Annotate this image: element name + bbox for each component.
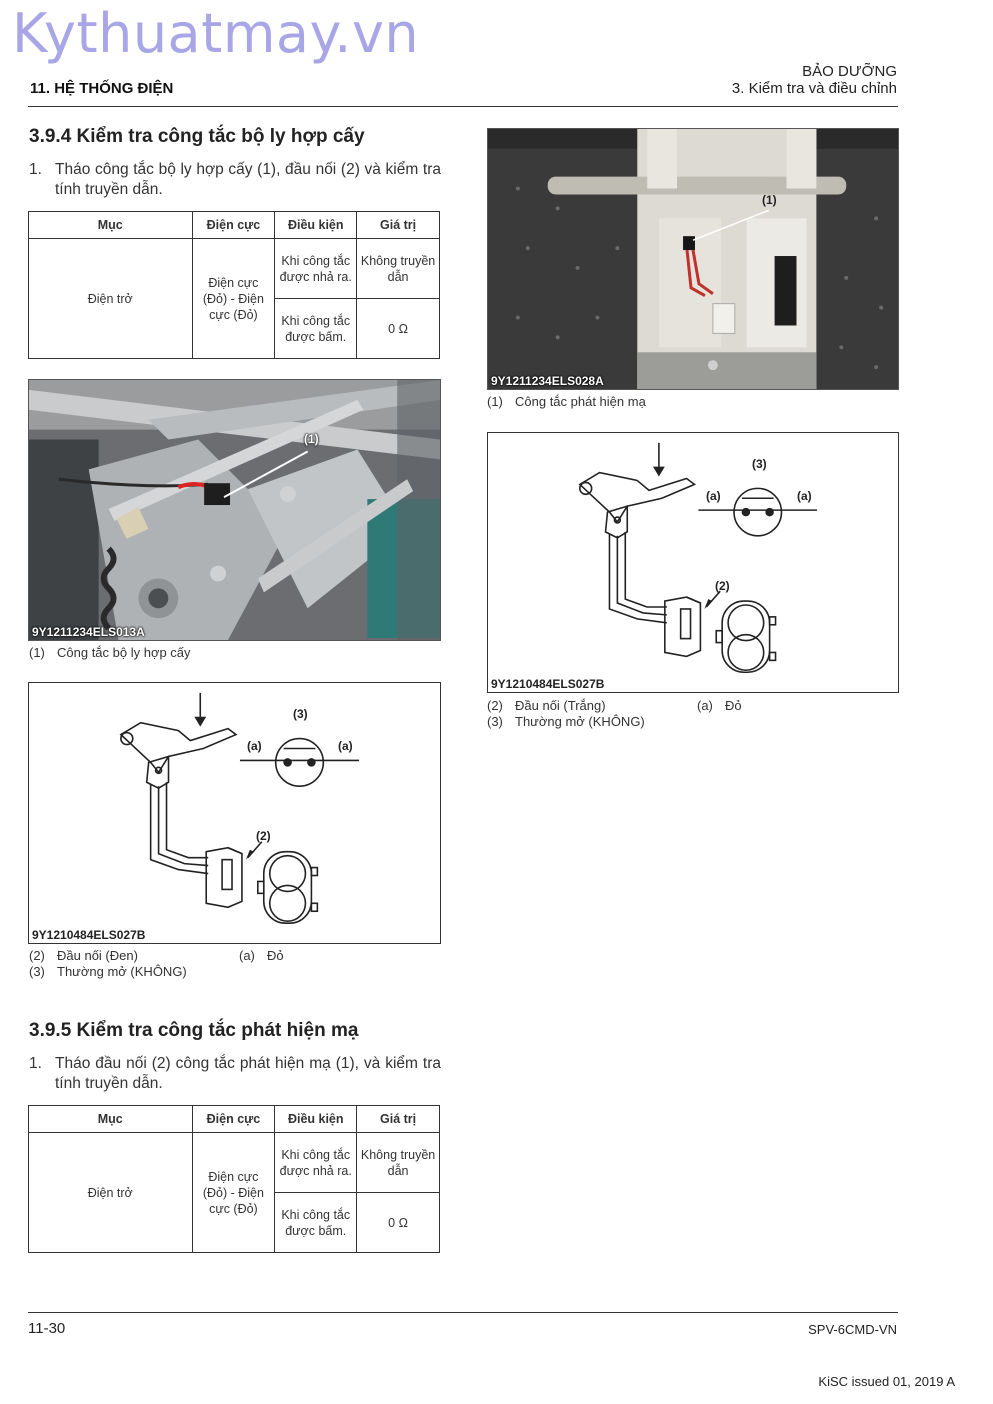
col-header-electrode: Điện cực: [192, 1106, 275, 1133]
diagram-label-2: (2): [715, 579, 730, 593]
caption-photo-394: [29, 645, 191, 661]
diagram-label-a-left: (a): [706, 489, 721, 503]
photo-callout-1: (1): [762, 193, 777, 207]
document-code: SPV-6CMD-VN: [808, 1322, 897, 1337]
figure-code: 9Y1210484ELS027B: [32, 928, 146, 942]
step-395: [29, 1054, 441, 1094]
cell-condition-pressed: Khi công tắc được bấm.: [275, 299, 357, 359]
photo-seedling-sensor-switch: [487, 128, 899, 390]
cell-condition-pressed: Khi công tắc được bấm.: [275, 1193, 357, 1253]
caption-number: (a): [239, 948, 255, 963]
footer-rule: [28, 1312, 898, 1313]
issue-note: KiSC issued 01, 2019 A: [818, 1374, 955, 1389]
diagram-label-3: (3): [752, 457, 767, 471]
header-rule: [28, 106, 898, 107]
section-title: BẢO DƯỠNG: [802, 63, 897, 80]
photo-illustration: [29, 380, 440, 640]
step-text: Tháo đầu nối (2) công tắc phát hiện mạ (1), và kiểm tra tính truyền dẫn.: [55, 1055, 441, 1092]
caption-diagram-394-1: [29, 948, 138, 964]
col-header-electrode: Điện cực: [192, 212, 275, 239]
caption-text: Thường mở (KHÔNG): [57, 964, 187, 979]
caption-number: (3): [29, 964, 45, 979]
col-header-item: Mục: [29, 1106, 193, 1133]
caption-text: Đầu nối (Trắng): [515, 698, 606, 713]
diagram-label-3: (3): [293, 707, 308, 721]
diagram-clutch-switch: [28, 682, 441, 944]
caption-number: (2): [487, 698, 503, 713]
switch-diagram: [488, 433, 898, 692]
cell-value-pressed: 0 Ω: [357, 1193, 440, 1253]
caption-diagram-395-2: [487, 714, 645, 730]
diagram-seedling-sensor-switch: [487, 432, 899, 693]
cell-item: Điện trở: [29, 1133, 193, 1253]
caption-text: Đỏ: [267, 948, 284, 963]
cell-condition-released: Khi công tắc được nhả ra.: [275, 239, 357, 299]
caption-number: (a): [697, 698, 713, 713]
switch-diagram: [29, 683, 440, 943]
photo-callout-1: (1): [304, 432, 319, 446]
col-header-condition: Điều kiện: [275, 212, 357, 239]
cell-electrode: Điện cực (Đỏ) - Điện cực (Đỏ): [192, 239, 275, 359]
step-text: Tháo công tắc bộ ly hợp cấy (1), đầu nối (2) và kiểm tra tính truyền dẫn.: [55, 161, 441, 198]
cell-value-released: Không truyền dẫn: [357, 1133, 440, 1193]
cell-item: Điện trở: [29, 239, 193, 359]
diagram-label-a-right: (a): [338, 739, 353, 753]
step-number: 1.: [29, 1055, 42, 1072]
caption-text: Đỏ: [725, 698, 742, 713]
figure-code: 9Y1211234ELS028A: [491, 374, 604, 388]
caption-text: Thường mở (KHÔNG): [515, 714, 645, 729]
header-right: [732, 63, 897, 97]
watermark: Kythuatmay.vn: [12, 2, 420, 65]
col-header-item: Mục: [29, 212, 193, 239]
caption-photo-395: [487, 394, 646, 410]
photo-illustration: [488, 129, 898, 389]
diagram-label-a-right: (a): [797, 489, 812, 503]
section-title-394: 3.9.4 Kiểm tra công tắc bộ ly hợp cấy: [29, 126, 365, 147]
figure-code: 9Y1210484ELS027B: [491, 677, 605, 691]
col-header-value: Giá trị: [357, 212, 440, 239]
photo-clutch-switch: [28, 379, 441, 641]
cell-condition-released: Khi công tắc được nhả ra.: [275, 1133, 357, 1193]
caption-number: (1): [487, 394, 503, 409]
col-header-condition: Điều kiện: [275, 1106, 357, 1133]
subsection-title: 3. Kiểm tra và điều chỉnh: [731, 80, 897, 97]
caption-number: (2): [29, 948, 45, 963]
step-number: 1.: [29, 161, 42, 178]
cell-value-pressed: 0 Ω: [357, 299, 440, 359]
caption-diagram-394-2: [29, 964, 187, 980]
caption-diagram-395-1: [487, 698, 606, 714]
spec-table-394: [28, 211, 440, 359]
chapter-title: 11. HỆ THỐNG ĐIỆN: [30, 80, 174, 97]
page-number: 11-30: [28, 1320, 66, 1337]
cell-value-released: Không truyền dẫn: [357, 239, 440, 299]
diagram-label-a-left: (a): [247, 739, 262, 753]
spec-table-395: [28, 1105, 440, 1253]
col-header-value: Giá trị: [357, 1106, 440, 1133]
caption-diagram-395-3: [697, 698, 742, 714]
caption-number: (1): [29, 645, 45, 660]
caption-text: Đầu nối (Đen): [57, 948, 138, 963]
cell-electrode: Điện cực (Đỏ) - Điện cực (Đỏ): [192, 1133, 275, 1253]
step-394: [29, 160, 441, 200]
section-title-395: 3.9.5 Kiểm tra công tắc phát hiện mạ: [29, 1020, 359, 1041]
diagram-label-2: (2): [256, 829, 271, 843]
caption-text: Công tắc bộ ly hợp cấy: [57, 645, 191, 660]
caption-number: (3): [487, 714, 503, 729]
figure-code: 9Y1211234ELS013A: [32, 625, 145, 639]
caption-text: Công tắc phát hiện mạ: [515, 394, 646, 409]
caption-diagram-394-3: [239, 948, 284, 964]
